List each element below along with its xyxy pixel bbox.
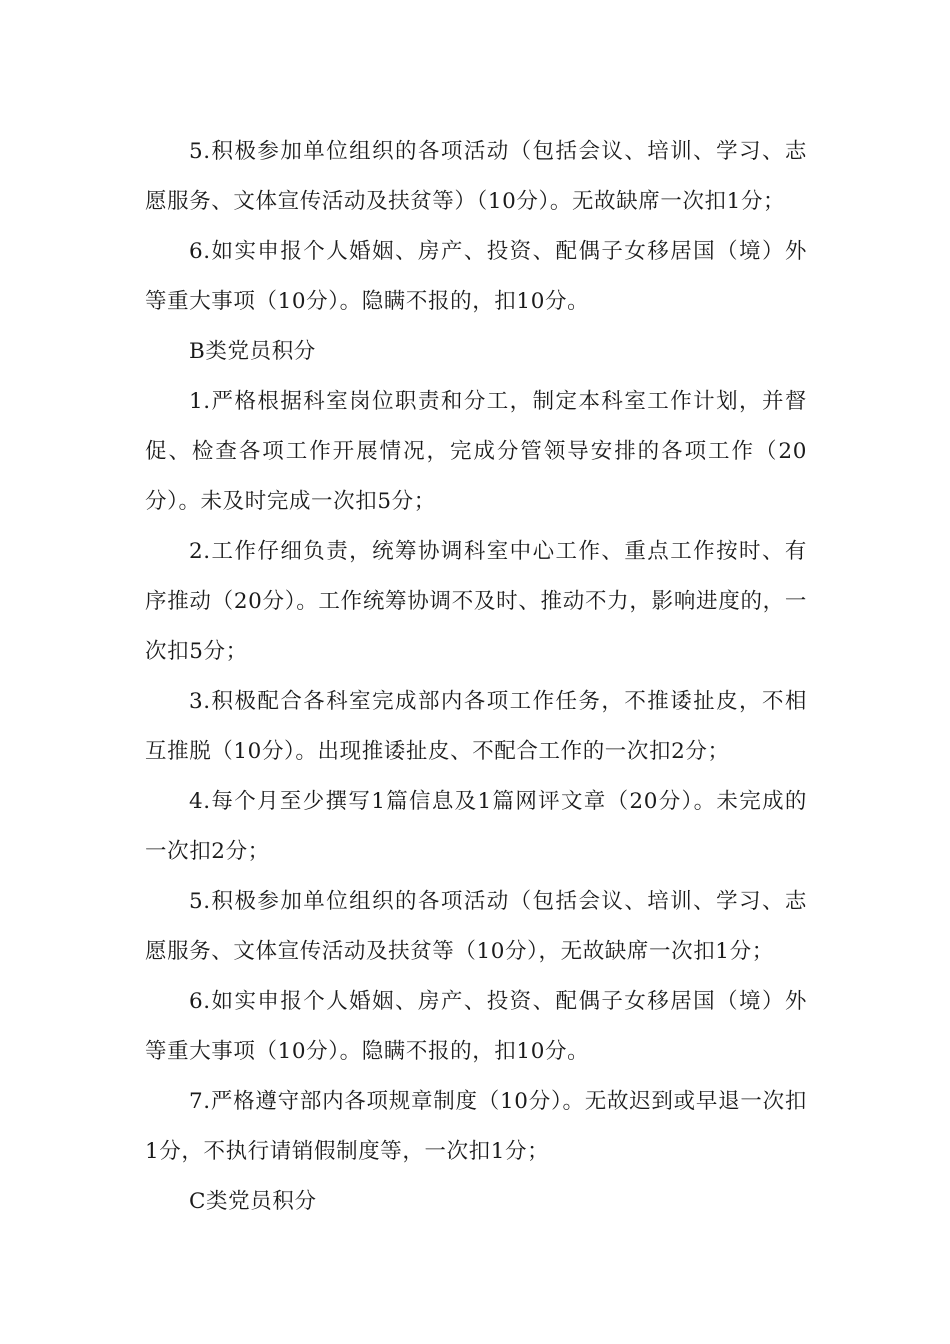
paragraph-b1-duties: 1.严格根据科室岗位职责和分工，制定本科室工作计划，并督促、检查各项工作开展情况，完成分管领导安排的各项工作（20分）。未及时完成一次扣5分； (145, 389, 807, 514)
paragraph-b6-declaration: 6.如实申报个人婚姻、房产、投资、配偶子女移居国（境）外等重大事项（10分）。隐瞒不报的，扣10分。 (145, 989, 807, 1064)
paragraph-b2-coordination: 2.工作仔细负责，统筹协调科室中心工作、重点工作按时、有序推动（20分）。工作统筹协调不及时、推动不力，影响进度的，一次扣5分； (145, 539, 807, 664)
section-heading-b: B类党员积分 (189, 339, 316, 364)
paragraph-b3-cooperation: 3.积极配合各科室完成部内各项工作任务，不推诿扯皮，不相互推脱（10分）。出现推诿扯皮、不配合工作的一次扣2分； (145, 689, 807, 764)
paragraph-b7-regulations: 7.严格遵守部内各项规章制度（10分）。无故迟到或早退一次扣1分，不执行请销假制度等，一次扣1分； (145, 1089, 807, 1164)
document-body (145, 127, 807, 1227)
paragraph-b5-activities: 5.积极参加单位组织的各项活动（包括会议、培训、学习、志愿服务、文体宣传活动及扶贫等（10分），无故缺席一次扣1分； (145, 889, 807, 964)
paragraph-a5-activities: 5.积极参加单位组织的各项活动（包括会议、培训、学习、志愿服务、文体宣传活动及扶贫等）（10分）。无故缺席一次扣1分； (145, 139, 807, 214)
paragraph-b4-writing: 4.每个月至少撰写1篇信息及1篇网评文章（20分）。未完成的一次扣2分； (145, 789, 807, 864)
paragraph-a6-declaration: 6.如实申报个人婚姻、房产、投资、配偶子女移居国（境）外等重大事项（10分）。隐瞒不报的，扣10分。 (145, 239, 807, 314)
section-heading-c: C类党员积分 (189, 1189, 317, 1214)
